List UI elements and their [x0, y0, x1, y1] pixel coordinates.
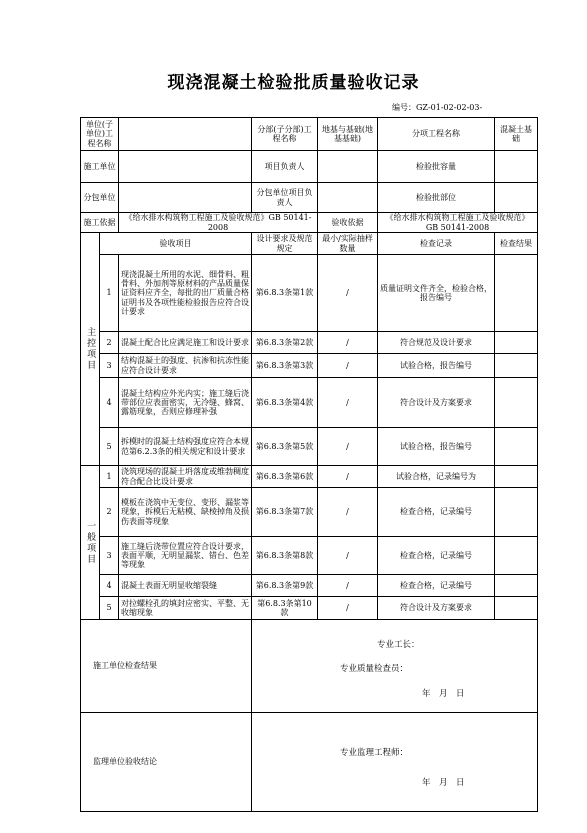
- part-label: 分部(子分部)工程名称: [252, 118, 318, 151]
- item-description: 施工缝后浇带位置应符合设计要求，表面平顺，无明显漏浆、错台、色差等现象: [119, 537, 252, 575]
- construction-date: 年 月 日: [422, 689, 465, 699]
- item-requirement: 第6.8.3条第1款: [252, 255, 318, 332]
- item-record[interactable]: 检查合格，记录编号: [378, 575, 495, 597]
- item-requirement: 第6.8.3条第9款: [252, 575, 318, 597]
- item-result[interactable]: [495, 575, 538, 597]
- quality-inspector-label: 专业质量检查员：: [340, 664, 409, 674]
- col-result: 检查结果: [495, 233, 538, 255]
- subcontractor-label: 分包单位: [81, 183, 119, 213]
- item-description: 现浇混凝土所用的水泥、细骨料、粗骨料、外加剂等原材料的产品质量保证资料应齐全，每批的出厂质量合格证明书及各项性能检验报告应符合设计要求: [119, 255, 252, 332]
- table-row: 4 混凝土结构应外光内实；施工缝后浇带部位应表面密实，无冷缝、蜂窝、露筋现象，否则应修理补强 第6.8.3条第4款 / 符合设计及方案要求: [81, 378, 538, 428]
- item-record[interactable]: 检查合格，记录编号: [378, 537, 495, 575]
- item-result[interactable]: [495, 332, 538, 354]
- column-header-row: [81, 233, 538, 255]
- supervision-row: [81, 713, 538, 812]
- col-item: 验收项目: [100, 233, 252, 255]
- item-sampling: /: [318, 354, 378, 378]
- item-record[interactable]: 检查合格，记录编号: [378, 488, 495, 537]
- construction-check-row: [81, 620, 538, 713]
- item-sampling: /: [318, 428, 378, 466]
- header-row-3: [81, 183, 538, 213]
- sub-value[interactable]: 混凝土基础: [495, 118, 538, 151]
- acceptance-basis-label: 验收依据: [318, 213, 378, 233]
- foreman-label: 专业工长：: [377, 640, 420, 650]
- item-sampling: /: [318, 378, 378, 428]
- item-requirement: 第6.8.3条第2款: [252, 332, 318, 354]
- item-description: 结构混凝土的强度、抗渗和抗冻性能应符合设计要求: [119, 354, 252, 378]
- supervision-signature[interactable]: [252, 713, 538, 812]
- item-description: 混凝土结构应外光内实；施工缝后浇带部位应表面密实，无冷缝、蜂窝、露筋现象，否则应修理补强: [119, 378, 252, 428]
- col-requirement: 设计要求及规范规定: [252, 233, 318, 255]
- item-result[interactable]: [495, 428, 538, 466]
- table-row: 2 模板在浇筑中无变位、变形、漏浆等现象，拆模后无粘模、缺棱掉角及损伤表面等现象 第6.8.3条第7款 / 检查合格，记录编号: [81, 488, 538, 537]
- header-row-1: [81, 118, 538, 151]
- basis-label: 施工依据: [81, 213, 119, 233]
- item-requirement: 第6.8.3条第3款: [252, 354, 318, 378]
- item-requirement: 第6.8.3条第10款: [252, 597, 318, 620]
- item-result[interactable]: [495, 488, 538, 537]
- supervision-date: 年 月 日: [422, 778, 465, 788]
- location-value[interactable]: [495, 183, 538, 213]
- header-row-4: [81, 213, 538, 233]
- item-requirement: 第6.8.3条第8款: [252, 537, 318, 575]
- table-row: 5 拆模时的混凝土结构强度应符合本规范第6.2.3条的相关规定和设计要求 第6.8.3条第5款 / 试验合格，报告编号: [81, 428, 538, 466]
- item-description: 模板在浇筑中无变位、变形、漏浆等现象，拆模后无粘模、缺棱掉角及损伤表面等现象: [119, 488, 252, 537]
- item-result[interactable]: [495, 378, 538, 428]
- unit-value[interactable]: [119, 118, 252, 151]
- table-row: 5 对拉螺栓孔的填封应密实、平整、无收缩现象 第6.8.3条第10款 / 符合设计及方案要求: [81, 597, 538, 620]
- item-description: 混凝土表面无明显收缩裂缝: [119, 575, 252, 597]
- item-sampling: /: [318, 537, 378, 575]
- subcontractor-value[interactable]: [119, 183, 252, 213]
- item-requirement: 第6.8.3条第7款: [252, 488, 318, 537]
- sub-label: 分项工程名称: [378, 118, 495, 151]
- project-manager-value[interactable]: [318, 151, 378, 183]
- main-items-label: 主控项目: [81, 233, 100, 466]
- col-sampling: 最小/实际抽样数量: [318, 233, 378, 255]
- general-items-label: 一般项目: [81, 466, 100, 620]
- page-title: 现浇混凝土检验批质量验收记录: [167, 73, 420, 93]
- item-description: 对拉螺栓孔的填封应密实、平整、无收缩现象: [119, 597, 252, 620]
- table-row: 3 结构混凝土的强度、抗渗和抗冻性能应符合设计要求 第6.8.3条第3款 / 试验合格，报告编号: [81, 354, 538, 378]
- table-row: 3 施工缝后浇带位置应符合设计要求，表面平顺，无明显漏浆、错台、色差等现象 第6.8.3条第8款 / 检查合格，记录编号: [81, 537, 538, 575]
- item-sampling: /: [318, 466, 378, 488]
- sub-manager-label: 分包单位项目负责人: [252, 183, 318, 213]
- part-value[interactable]: 地基与基础(地基基础): [318, 118, 378, 151]
- item-requirement: 第6.8.3条第5款: [252, 428, 318, 466]
- construction-unit-label: 施工单位: [81, 151, 119, 183]
- item-result[interactable]: [495, 597, 538, 620]
- location-label: 检验批部位: [378, 183, 495, 213]
- acceptance-table: [80, 117, 538, 812]
- col-record: 检查记录: [378, 233, 495, 255]
- item-result[interactable]: [495, 466, 538, 488]
- item-record[interactable]: 符合设计及方案要求: [378, 378, 495, 428]
- capacity-value[interactable]: [495, 151, 538, 183]
- item-record[interactable]: 试验合格，报告编号: [378, 428, 495, 466]
- unit-label: 单位(子单位)工程名称: [81, 118, 119, 151]
- construction-check-signature[interactable]: [252, 620, 538, 713]
- item-record[interactable]: 试验合格，报告编号: [378, 354, 495, 378]
- supervising-engineer-label: 专业监理工程师：: [340, 748, 409, 758]
- acceptance-basis-value: 《给水排水构筑物工程施工及验收规范》GB 50141-2008: [378, 213, 538, 233]
- sub-manager-value[interactable]: [318, 183, 378, 213]
- item-sampling: /: [318, 597, 378, 620]
- record-number: 编号：GZ-01-02-02-03-: [392, 103, 483, 112]
- item-record[interactable]: 符合设计及方案要求: [378, 597, 495, 620]
- item-result[interactable]: [495, 255, 538, 332]
- item-record[interactable]: 试验合格，记录编号为: [378, 466, 495, 488]
- construction-unit-value[interactable]: [119, 151, 252, 183]
- item-description: 混凝土配合比应满足施工和设计要求: [119, 332, 252, 354]
- project-manager-label: 项目负责人: [252, 151, 318, 183]
- table-row: 4 混凝土表面无明显收缩裂缝 第6.8.3条第9款 / 检查合格，记录编号: [81, 575, 538, 597]
- table-row: 2 混凝土配合比应满足施工和设计要求 第6.8.3条第2款 / 符合规范及设计要求: [81, 332, 538, 354]
- item-record[interactable]: 符合规范及设计要求: [378, 332, 495, 354]
- item-description: 拆模时的混凝土结构强度应符合本规范第6.2.3条的相关规定和设计要求: [119, 428, 252, 466]
- supervision-label: 监理单位验收结论: [81, 713, 252, 812]
- item-record[interactable]: 质量证明文件齐全，检验合格，报告编号: [378, 255, 495, 332]
- item-requirement: 第6.8.3条第6款: [252, 466, 318, 488]
- table-row: 1 现浇混凝土所用的水泥、细骨料、粗骨料、外加剂等原材料的产品质量保证资料应齐全，每批的出厂质量合格证明书及各项性能检验报告应符合设计要求 第6.8.3条第1款 / 质量证明文件齐全，检验合格，报告编号: [81, 255, 538, 332]
- item-sampling: /: [318, 488, 378, 537]
- capacity-label: 检验批容量: [378, 151, 495, 183]
- construction-check-label: 施工单位检查结果: [81, 620, 252, 713]
- basis-value: 《给水排水构筑物工程施工及验收规范》GB 50141-2008: [119, 213, 318, 233]
- item-requirement: 第6.8.3条第4款: [252, 378, 318, 428]
- item-sampling: /: [318, 575, 378, 597]
- table-row: 一般项目 1 浇筑现场的混凝土坍落度或维勃稠度符合配合比设计要求 第6.8.3条第6款 / 试验合格，记录编号为: [81, 466, 538, 488]
- item-sampling: /: [318, 255, 378, 332]
- item-sampling: /: [318, 332, 378, 354]
- item-result[interactable]: [495, 537, 538, 575]
- item-result[interactable]: [495, 354, 538, 378]
- header-row-2: [81, 151, 538, 183]
- item-description: 浇筑现场的混凝土坍落度或维勃稠度符合配合比设计要求: [119, 466, 252, 488]
